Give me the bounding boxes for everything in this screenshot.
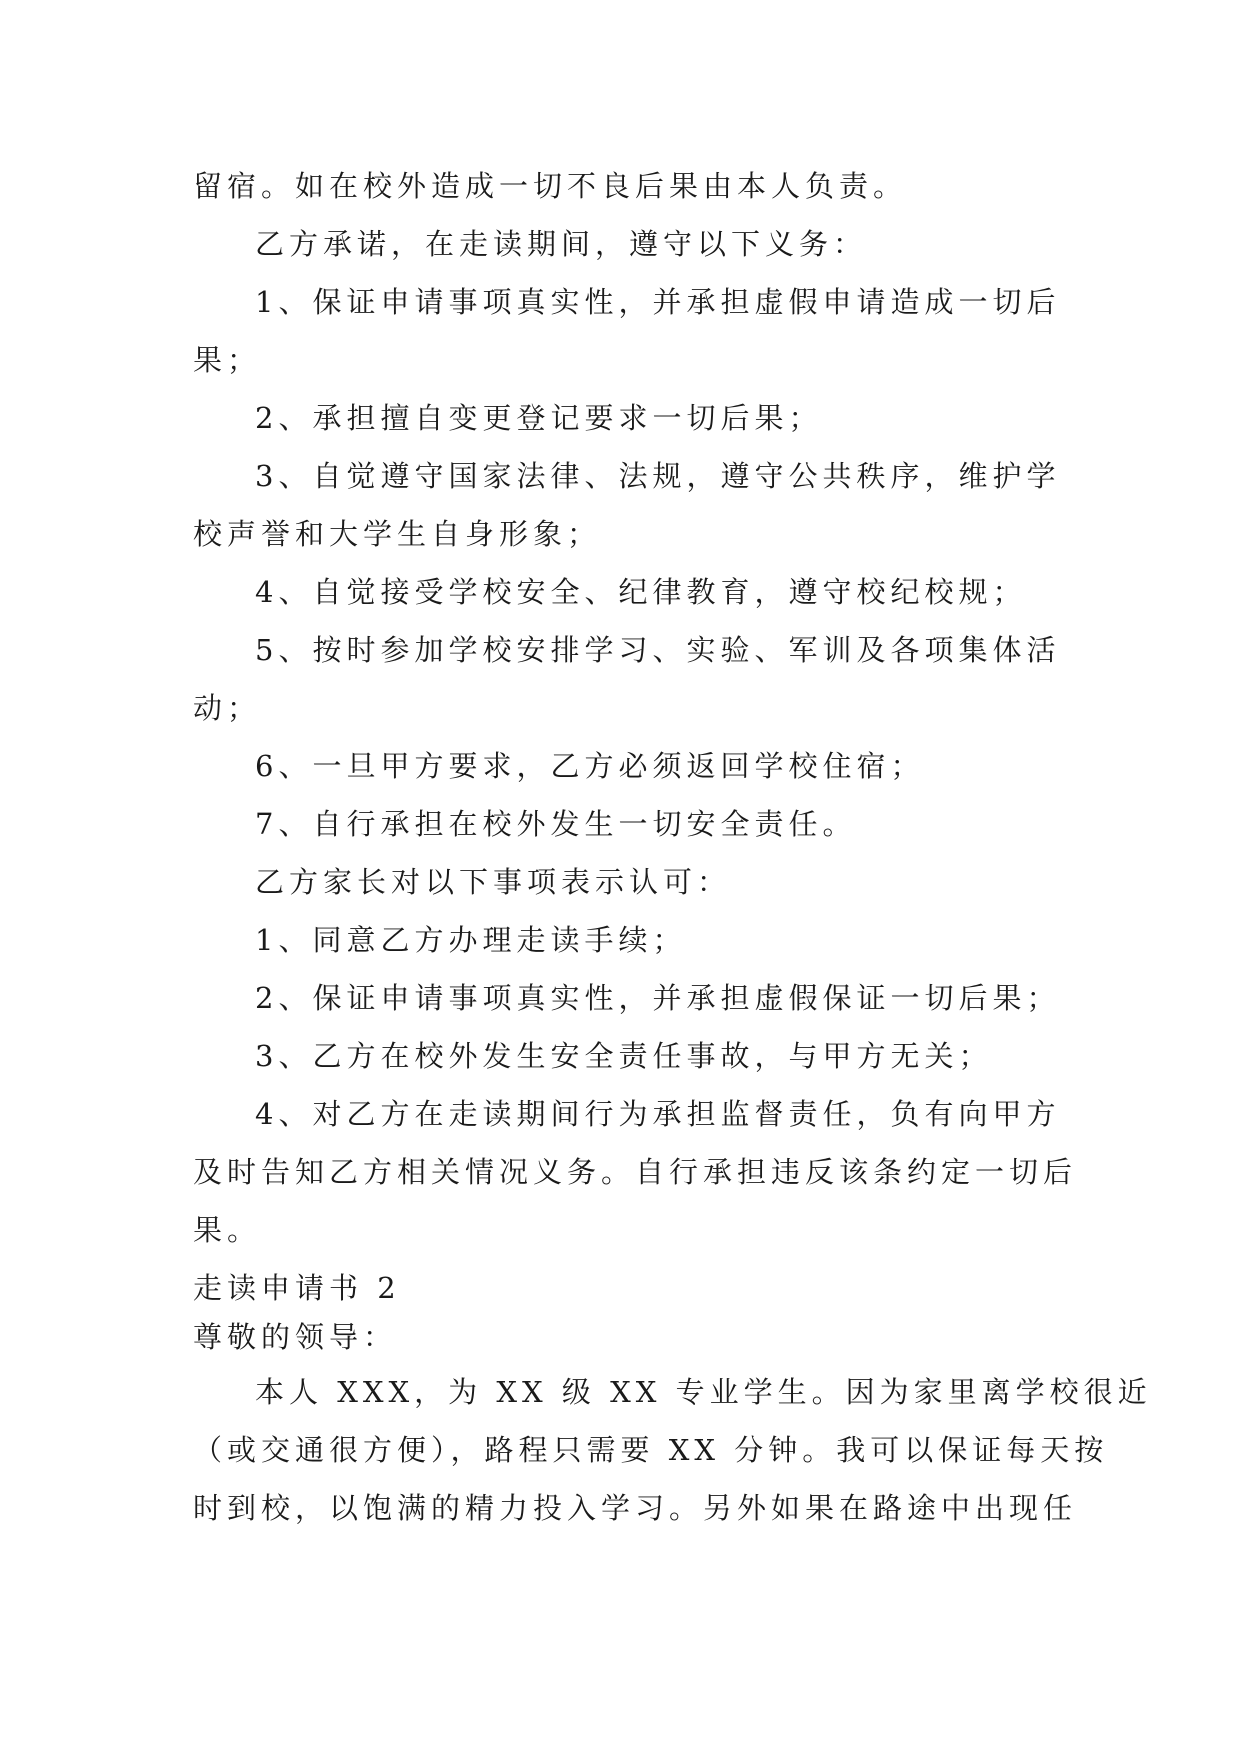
list-item-parent-2 [193, 969, 1061, 1027]
list-item-student-4 [193, 563, 1055, 621]
list-item-student-5 [193, 621, 1061, 737]
text-line: 果。 [193, 1213, 262, 1247]
text-line: 4、自觉接受学校安全、纪律教育，遵守校纪校规； [255, 575, 1027, 609]
salutation-text: 尊敬的领导： [193, 1320, 398, 1354]
text-line: 1、同意乙方办理走读手续； [255, 923, 687, 957]
text-line: 校声誉和大学生自身形象； [193, 517, 602, 551]
section-heading [193, 1265, 1055, 1311]
list-item-student-3 [193, 447, 1061, 563]
text-line: 及时告知乙方相关情况义务。自行承担违反该条约定一切后 [193, 1155, 1078, 1189]
paragraph-parent-intro [193, 853, 1055, 911]
document-body [193, 157, 1152, 1537]
text-line: 2、承担擅自变更登记要求一切后果； [255, 401, 823, 435]
text-line: 留宿。如在校外造成一切不良后果由本人负责。 [193, 169, 908, 203]
list-item-parent-3 [193, 1027, 1055, 1085]
salutation [193, 1311, 1055, 1363]
text-line: （或交通很方便），路程只需要 XX 分钟。我可以保证每天按 [193, 1433, 1109, 1467]
text-line: 6、一旦甲方要求，乙方必须返回学校住宿； [255, 749, 925, 783]
list-item-parent-4 [193, 1085, 1078, 1259]
text-line: 3、乙方在校外发生安全责任事故，与甲方无关； [255, 1039, 993, 1073]
list-item-student-2 [193, 389, 1055, 447]
list-item-parent-1 [193, 911, 1055, 969]
text-line: 5、按时参加学校安排学习、实验、军训及各项集体活 [255, 633, 1061, 667]
text-line: 时到校，以饱满的精力投入学习。另外如果在路途中出现任 [193, 1491, 1078, 1525]
text-line: 乙方承诺，在走读期间，遵守以下义务： [255, 227, 868, 261]
text-line: 4、对乙方在走读期间行为承担监督责任，负有向甲方 [255, 1097, 1061, 1131]
heading-text: 走读申请书 2 [193, 1271, 401, 1305]
text-line: 1、保证申请事项真实性，并承担虚假申请造成一切后 [255, 285, 1061, 319]
text-line: 动； [193, 691, 262, 725]
paragraph-continuation [193, 157, 1055, 215]
text-line: 本人 XXX，为 XX 级 XX 专业学生。因为家里离学校很近 [255, 1375, 1152, 1409]
list-item-student-1 [193, 273, 1061, 389]
text-line: 乙方家长对以下事项表示认可： [255, 865, 732, 899]
list-item-student-6 [193, 737, 1055, 795]
list-item-student-7 [193, 795, 1055, 853]
text-line: 7、自行承担在校外发生一切安全责任。 [255, 807, 857, 841]
paragraph-application-body [193, 1363, 1152, 1537]
text-line: 2、保证申请事项真实性，并承担虚假保证一切后果； [255, 981, 1061, 1015]
text-line: 3、自觉遵守国家法律、法规，遵守公共秩序，维护学 [255, 459, 1061, 493]
text-line: 果； [193, 343, 262, 377]
paragraph-student-obligations-intro [193, 215, 1055, 273]
